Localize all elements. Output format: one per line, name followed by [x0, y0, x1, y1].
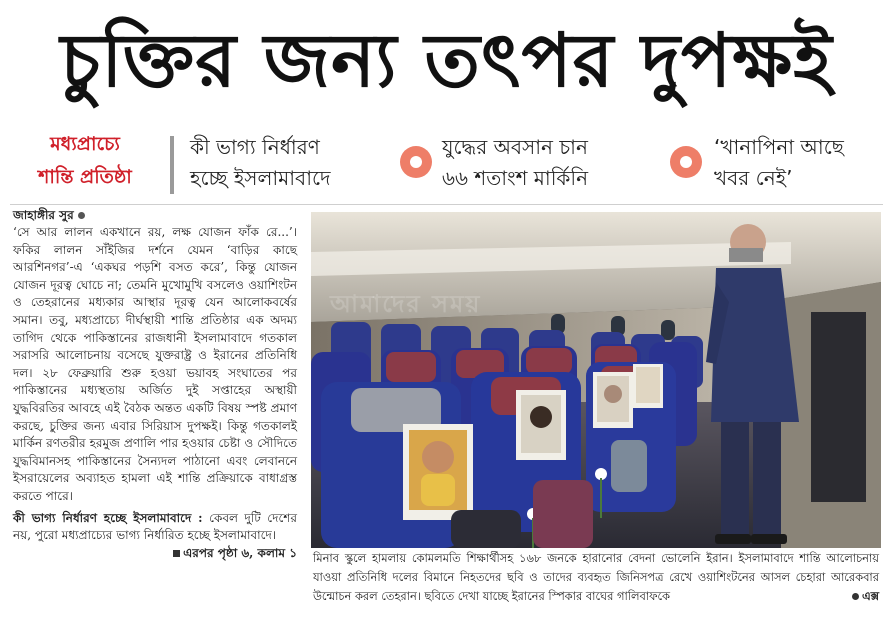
caption-text: মিনাব স্কুলে হামলায় কোমলমতি শিক্ষার্থীসহ ১৬৮ জনকে হারানোর বেদনা ভোলেনি ইরান। ইসলামাবাদে শান্তি আলোচনায় যাওয়া প্রতিনিধি দলের বিমানে নিহতদের ছবি ও তাদের ব্যবহৃত জিনিসপত্র রেখে ওয়াশিংটনের আসল চেহারা আরেকবার উন্মোচন করল তেহরান। ছবিতে দেখা যাচ্ছে ইরানের স্পিকার বাঘের গালিবাফকে — [313, 551, 879, 603]
memorial-portrait — [516, 390, 566, 460]
continued-text: এরপর পৃষ্ঠা ৬, কলাম ১ — [183, 545, 297, 560]
memorial-portrait — [633, 364, 663, 408]
article-body — [13, 207, 297, 562]
photo-credit — [852, 587, 879, 606]
credit-text: এক্স — [861, 589, 879, 603]
subhead-2 — [442, 132, 588, 194]
kicker-line-2: শান্তি প্রতিষ্ঠা — [38, 166, 132, 188]
news-photo — [311, 212, 881, 548]
subhead-3-line-2: খবর নেই’ — [714, 166, 793, 190]
subhead-2-line-1: যুদ্ধের অবসান চান — [442, 135, 588, 159]
bullet-circle-icon — [670, 146, 702, 178]
subhead-2-line-2: ৬৬ শতাংশ মার্কিনি — [442, 166, 589, 190]
article-paragraph-2 — [13, 510, 297, 560]
airplane-cabin-illustration — [311, 212, 881, 548]
byline — [13, 207, 297, 224]
section-divider — [10, 204, 883, 205]
article-paragraph-1: ‘সে আর লালন একখানে রয়, লক্ষ যোজন ফাঁক রে...’। ফকির লালন সাঁইজির দর্শনে যেমন ‘বাড়ির কাছে আরশিনগর’-এ ‘একঘর পড়শি বসত করে’, কিন্তু যোজন যোজন দূরত্ব ঘোচে না; তেমনি মুখোমুখি বসলেও ওয়াশিংটন ও তেহরানের মধ্যকার আস্থার দূরত্ব যেন আলোকবর্ষের সমান। তবু, মধ্যপ্রাচ্যে দীর্ঘস্থায়ী শান্তি প্রতিষ্ঠার এক অদম্য তাগিদ থেকে পাকিস্তানের রাজধানী ইসলামাবাদে গতকাল সরাসরি আলোচনায় বসেছে যুক্তরাষ্ট্র ও ইরানের প্রতিনিধি দল। ২৮ ফেব্রুয়ারি শুরু হওয়া ভয়াবহ সংঘাতের পর পাকিস্তানের মধ্যস্থতায় অর্জিত দুই সপ্তাহের অস্থায়ী যুদ্ধবিরতির আবহে এই বৈঠক অন্তত একটি বিষয় স্পষ্ট প্রমাণ করছে, চুক্তির জন্য এবার সিরিয়াস দুপক্ষই। কিন্তু গতকালই মার্কিন রণতরীর হরমুজ প্রণালি পার হওয়ার চেষ্টা ও সৌদিতে যুদ্ধবিমানসহ পাকিস্তানের সৈন্যদল পাঠানো এবং লেবাননে ইসরায়েলের অব্যাহত হামলা এই শান্তি প্রক্রিয়াকে বাধাগ্রস্ত করতে পারে। — [13, 225, 297, 503]
subhead-1 — [190, 132, 331, 194]
photo-watermark: আমাদের সময় — [330, 290, 482, 318]
kicker-divider — [170, 136, 174, 194]
subhead-1-line-2: হচ্ছে ইসলামাবাদে — [190, 166, 331, 190]
kicker-label — [10, 128, 160, 194]
credit-bullet-icon — [852, 593, 859, 600]
memorial-portrait — [403, 424, 473, 520]
kicker-line-1: মধ্যপ্রাচ্যে — [50, 133, 120, 155]
byline-bullet-icon — [78, 212, 85, 219]
photo-caption — [313, 549, 879, 606]
main-headline: চুক্তির জন্য তৎপর দুপক্ষই — [60, 18, 833, 104]
continued-link[interactable] — [173, 545, 297, 563]
paragraph-2-text: কেবল দুটি দেশের নয়, পুরো মধ্যপ্রাচ্যের ভাগ্য নির্ধারিত হচ্ছে ইসলামাবাদে। — [13, 510, 297, 543]
subhead-row — [0, 126, 893, 202]
paragraph-2-lead: কী ভাগ্য নির্ধারণ হচ্ছে ইসলামাবাদে : — [13, 510, 203, 525]
subhead-3-line-1: ‘খানাপিনা আছে — [714, 135, 844, 159]
memorial-portrait — [593, 372, 633, 428]
subhead-1-line-1: কী ভাগ্য নির্ধারণ — [190, 135, 320, 159]
square-bullet-icon — [173, 550, 180, 557]
subhead-3 — [714, 132, 844, 194]
bullet-circle-icon — [400, 146, 432, 178]
byline-name: জাহাঙ্গীর সুর — [13, 208, 74, 222]
